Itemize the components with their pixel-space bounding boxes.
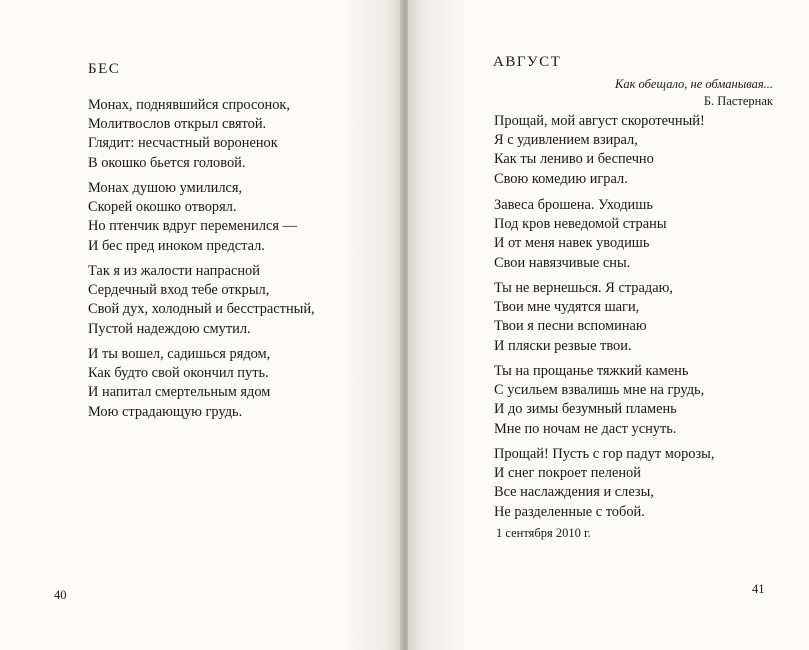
poem-line: Свою комедию играл. <box>494 170 628 187</box>
stanza-5 <box>494 445 714 522</box>
poem-line: И от меня навек уводишь <box>494 235 650 252</box>
poem-line: Завеса брошена. Уходишь <box>494 197 653 213</box>
poem-title-avgust: АВГУСТ <box>493 54 562 70</box>
poem-line: Твои мне чудятся шаги, <box>494 299 640 316</box>
stanza-4 <box>494 362 704 439</box>
poem-line: Прощай! Пусть с гор падут морозы, <box>494 446 715 462</box>
epigraph <box>615 76 773 110</box>
poem-line: Так я из жалости напрасной <box>88 263 260 279</box>
poem-title-bes: БЕС <box>88 61 121 77</box>
poem-line: И снег покроет пеленой <box>494 465 641 482</box>
poem-line: И напитал смертельным ядом <box>88 384 271 401</box>
poem-line: И ты вошел, садишься рядом, <box>88 346 271 362</box>
epigraph-author: Б. Пастернак <box>703 94 773 108</box>
stanza-1 <box>88 96 290 173</box>
stanza-3 <box>88 262 315 339</box>
poem-line: Монах душою умилился, <box>88 180 243 196</box>
poem-line: Сердечный вход тебе открыл, <box>88 282 270 299</box>
poem-line: Как ты лениво и беспечно <box>494 151 654 168</box>
poem-line: Свой дух, холодный и бесстрастный, <box>88 301 315 318</box>
poem-line: Пустой надеждою смутил. <box>88 320 251 337</box>
poem-line: И до зимы безумный пламень <box>494 401 677 418</box>
poem-line: Мне по ночам не даст уснуть. <box>494 420 677 437</box>
poem-line: Все наслаждения и слезы, <box>494 484 654 501</box>
poem-line: Но птенчик вдруг переменился — <box>88 218 297 235</box>
page-number-right: 41 <box>752 582 765 596</box>
poem-line: Ты на прощанье тяжкий камень <box>494 363 689 379</box>
poem-line: И пляски резвые твои. <box>494 337 632 354</box>
poem-line: Твои я песни вспоминаю <box>494 318 647 335</box>
epigraph-quote: Как обещало, не обманывая... <box>615 77 773 91</box>
poem-line: Я с удивлением взирал, <box>494 132 638 149</box>
stanza-2 <box>494 196 667 273</box>
right-page <box>408 0 809 650</box>
poem-date: 1 сентября 2010 г. <box>496 526 591 540</box>
poem-line: В окошко бьется головой. <box>88 154 246 171</box>
poem-line: Глядит: несчастный вороненок <box>88 135 278 152</box>
page-number-left: 40 <box>54 588 67 602</box>
stanza-4 <box>88 345 270 422</box>
poem-line: Прощай, мой август скоротечный! <box>494 113 705 129</box>
stanza-3 <box>494 279 673 356</box>
poem-line: Монах, поднявшийся спросонок, <box>88 97 291 113</box>
poem-line: Свои навязчивые сны. <box>494 254 631 271</box>
stanza-2 <box>88 179 297 256</box>
poem-line: И бес пред иноком предстал. <box>88 237 265 254</box>
poem-line: Под кров неведомой страны <box>494 216 667 233</box>
poem-line: Как будто свой окончил путь. <box>88 365 269 382</box>
poem-line: Ты не вернешься. Я страдаю, <box>494 280 673 296</box>
stanza-1 <box>494 112 705 189</box>
left-page <box>0 0 402 650</box>
poem-line: Молитвослов открыл святой. <box>88 116 267 133</box>
poem-line: С усильем взвалишь мне на грудь, <box>494 382 705 399</box>
poem-line: Мою страдающую грудь. <box>88 403 243 420</box>
poem-line: Не разделенные с тобой. <box>494 503 645 520</box>
poem-line: Скорей окошко отворял. <box>88 199 237 216</box>
